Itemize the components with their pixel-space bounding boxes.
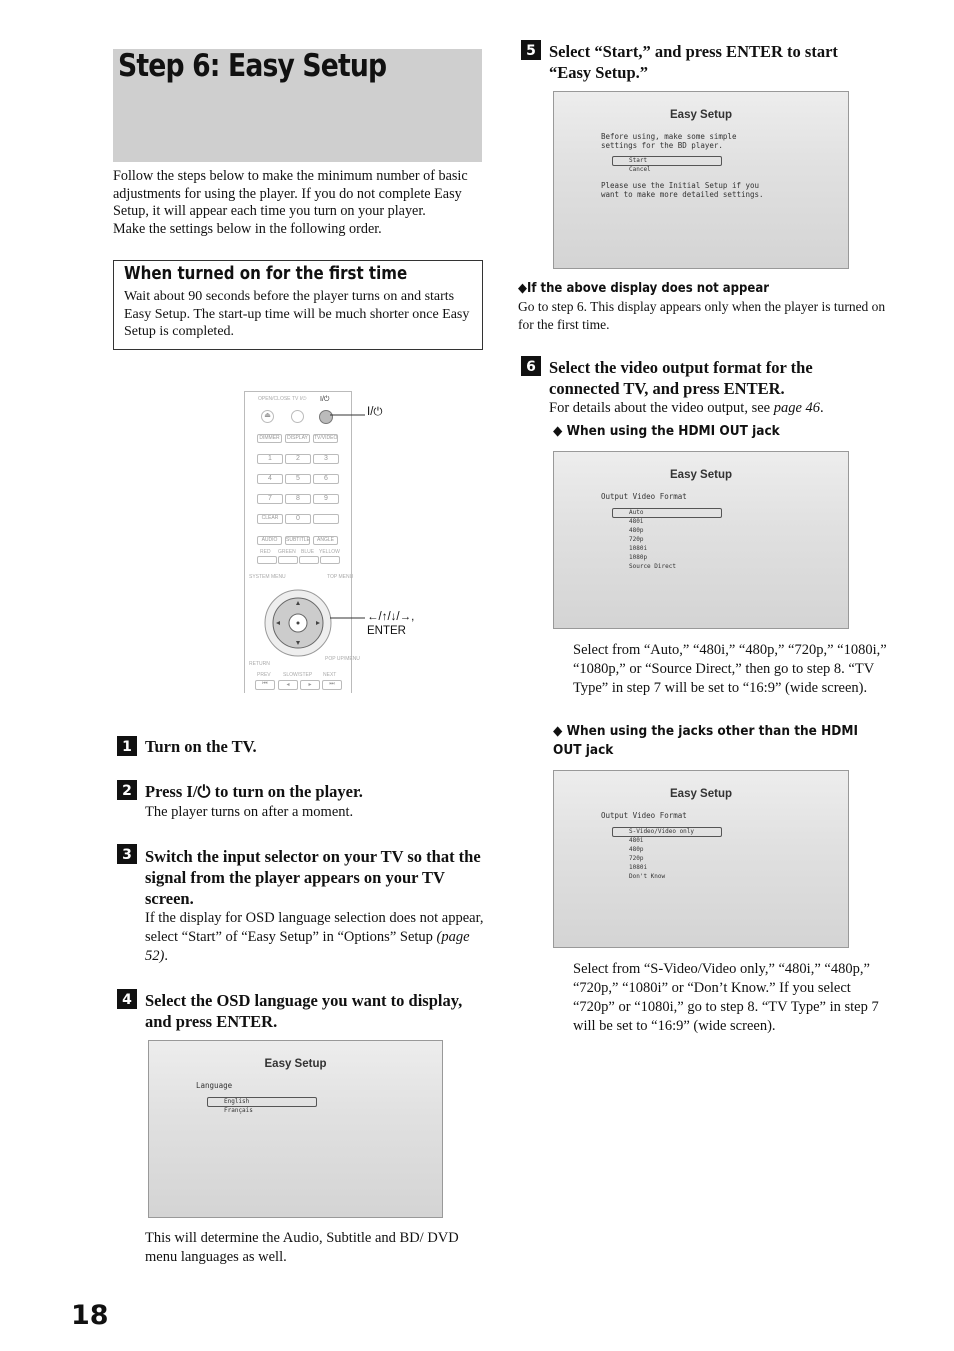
hdmi-option-source-direct: Source Direct xyxy=(629,563,676,570)
other-screen xyxy=(553,770,849,948)
step-5-sub-body: Go to step 6. This display appears only when the player is turned on for the first time. xyxy=(518,299,886,332)
hdmi-screen xyxy=(553,451,849,629)
intro-text xyxy=(113,168,485,238)
other-jacks-note: Select from “S-Video/Video only,” “480i,” “480p,” “720p,” “1080i” or “Don’t Know.” If you select “720p” or “1080i,” go to step 8. “TV Type” in step 7 will be set to “16:9” (wide screen). xyxy=(573,961,879,1034)
step-4-heading: Select the OSD language you want to display, and press ENTER. xyxy=(145,991,463,1031)
angle-button: ANGLE xyxy=(313,536,338,545)
step-3-body-text: If the display for OSD language selection does not appear, select “Start” of “Easy Setup” in “Options” Setup xyxy=(145,910,484,945)
red-button xyxy=(257,556,277,564)
other-option-dont-know: Don't Know xyxy=(629,873,666,880)
start-option: Start xyxy=(629,157,648,164)
intro-paragraph: Follow the steps below to make the minimum number of basic adjustments for using the player. If you do not complete Easy Setup, it will appear each time you turn on your player. xyxy=(113,168,468,220)
digit-1: 1 xyxy=(257,454,283,464)
step-4-note: This will determine the Audio, Subtitle and BD/ DVD menu languages as well. xyxy=(145,1230,459,1265)
step-4-number: 4 xyxy=(117,989,137,1009)
step-6-body xyxy=(549,399,824,418)
clear-button: CLEAR xyxy=(257,514,283,524)
language-label: Language xyxy=(196,1081,233,1090)
digit-6: 6 xyxy=(313,474,339,484)
green-button xyxy=(278,556,298,564)
hdmi-screen-title: Easy Setup xyxy=(670,469,732,481)
language-screen xyxy=(148,1040,443,1218)
blue-label: BLUE xyxy=(301,549,315,555)
prev-icon: ⏮ xyxy=(255,680,275,690)
language-option-francais: Français xyxy=(224,1107,253,1114)
top-menu-label: TOP MENU xyxy=(327,574,354,580)
slow-icon: ◂ xyxy=(278,680,298,690)
callout-power: I/⏻ xyxy=(367,406,383,418)
step-2-body: The player turns on after a moment. xyxy=(145,804,354,820)
hdmi-note: Select from “Auto,” “480i,” “480p,” “720p,” “1080i,” “1080p,” or “Source Direct,” then go to step 8. “TV Type” in step 7 will be set to “16:9” (wide screen). xyxy=(573,642,887,696)
other-screen-title: Easy Setup xyxy=(670,788,732,800)
blue-button xyxy=(299,556,319,564)
next-label: NEXT xyxy=(323,672,337,678)
intro-order: Make the settings below in the following order. xyxy=(113,220,382,237)
step-6-heading: Select the video output format for the connected TV, and press ENTER. xyxy=(549,358,813,398)
step-5-number: 5 xyxy=(521,40,541,60)
step-2-number: 2 xyxy=(117,780,137,800)
step-1-number: 1 xyxy=(117,736,137,756)
first-time-body: Wait about 90 seconds before the player turns on and starts Easy Setup. The start-up time will be much shorter once Easy Setup is completed. xyxy=(124,289,470,340)
step-5-heading: Select “Start,” and press ENTER to start “Easy Setup.” xyxy=(549,42,838,82)
digit-5: 5 xyxy=(285,474,311,484)
hdmi-screen-label: Output Video Format xyxy=(601,492,687,501)
step-3-body xyxy=(145,909,485,966)
language-screen-title: Easy Setup xyxy=(264,1058,327,1070)
remote-label-power: I/⏻ xyxy=(320,396,330,403)
cancel-option: Cancel xyxy=(629,166,651,173)
tv-power-button xyxy=(291,410,304,423)
step-3-number: 3 xyxy=(117,844,137,864)
step-6-page-ref: page 46 xyxy=(773,400,821,416)
other-jacks-subheading-wrap xyxy=(553,722,888,760)
first-time-heading: When turned on for the first time xyxy=(124,264,408,284)
start-screen xyxy=(553,91,849,269)
step-6-body-text: For details about the video output, see xyxy=(549,400,774,416)
eject-button: ⏏ xyxy=(261,410,274,423)
other-screen-label: Output Video Format xyxy=(601,811,687,820)
digit-9: 9 xyxy=(313,494,339,504)
hdmi-subheading: ◆ When using the HDMI OUT jack xyxy=(553,423,780,439)
digit-0: 0 xyxy=(285,514,311,524)
dimmer-button: DIMMER xyxy=(257,434,282,443)
step-3-page-ref: (page 52) xyxy=(145,929,470,964)
prev-label: PREV xyxy=(257,672,271,678)
dpad-graphic xyxy=(263,588,333,658)
step-5-subheading: ◆If the above display does not appear xyxy=(518,281,770,296)
other-option-480i: 480i xyxy=(629,837,644,844)
digit-3: 3 xyxy=(313,454,339,464)
next-icon: ⏭ xyxy=(322,680,342,690)
first-time-box xyxy=(113,260,483,350)
hdmi-option-auto: Auto xyxy=(629,509,644,516)
digit-7: 7 xyxy=(257,494,283,504)
slow-step-label: SLOW/STEP xyxy=(283,672,313,678)
step-1-heading: Turn on the TV. xyxy=(145,737,257,756)
other-jacks-subheading: ◆ When using the jacks other than the HDMI OUT jack xyxy=(553,723,859,758)
callout-arrows: ←/↑/↓/→, xyxy=(367,611,415,623)
page-number: 18 xyxy=(71,1300,109,1331)
step-icon: ▸ xyxy=(300,680,320,690)
step-2-heading: Press I/⏻ to turn on the player. xyxy=(145,782,363,801)
return-label: RETURN xyxy=(249,661,270,667)
start-screen-title: Easy Setup xyxy=(670,109,732,121)
other-option-1080i: 1080i xyxy=(629,864,648,871)
red-label: RED xyxy=(260,549,271,555)
green-label: GREEN xyxy=(278,549,296,555)
start-screen-text-1: Before using, make some simple settings for the BD player. xyxy=(601,132,737,150)
other-option-720p: 720p xyxy=(629,855,644,862)
page-title: Step 6: Easy Setup xyxy=(118,48,387,84)
hdmi-option-1080p: 1080p xyxy=(629,554,648,561)
start-screen-text-2: Please use the Initial Setup if you want to make more detailed settings. xyxy=(601,181,764,199)
hdmi-option-720p: 720p xyxy=(629,536,644,543)
language-option-english: English xyxy=(224,1098,250,1105)
other-option-480p: 480p xyxy=(629,846,644,853)
display-button: DISPLAY xyxy=(285,434,310,443)
popup-menu-label: POP UP/MENU xyxy=(325,656,360,662)
other-option-svideo: S-Video/Video only xyxy=(629,828,695,835)
hdmi-option-1080i: 1080i xyxy=(629,545,648,552)
subtitle-button: SUBTITLE xyxy=(286,537,310,543)
yellow-label: YELLOW xyxy=(319,549,340,555)
digit-8: 8 xyxy=(285,494,311,504)
audio-button: AUDIO xyxy=(257,536,282,545)
step-6-period: . xyxy=(820,400,824,416)
hdmi-option-480p: 480p xyxy=(629,527,644,534)
callout-enter: ENTER xyxy=(367,625,406,637)
system-menu-label: SYSTEM MENU xyxy=(249,574,286,580)
step-3-period: . xyxy=(164,948,168,964)
step-3-heading: Switch the input selector on your TV so that the signal from the player appears on your TV screen. xyxy=(145,847,481,908)
digit-2: 2 xyxy=(285,454,311,464)
callout-lines xyxy=(330,405,370,635)
remote-label-open-close: OPEN/CLOSE xyxy=(258,396,291,402)
hdmi-option-480i: 480i xyxy=(629,518,644,525)
step-6-number: 6 xyxy=(521,356,541,376)
tv-video-button: TV/VIDEO xyxy=(314,435,338,441)
remote-label-tv-power: TV I/⏻ xyxy=(292,396,307,402)
digit-4: 4 xyxy=(257,474,283,484)
